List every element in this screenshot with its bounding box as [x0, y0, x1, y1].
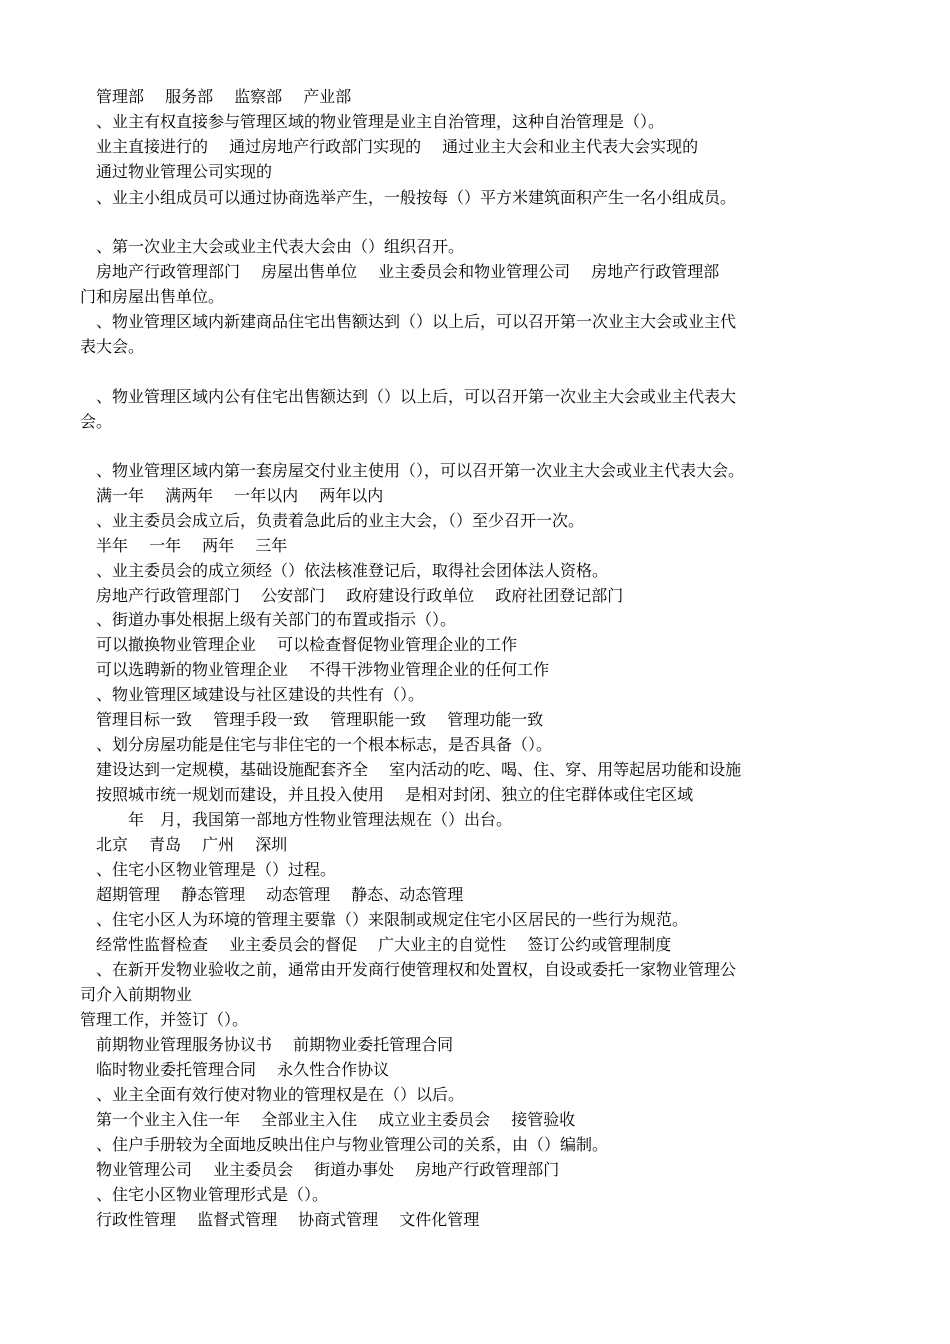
text-line: 房地产行政管理部门 房屋出售单位 业主委员会和物业管理公司 房地产行政管理部 [80, 262, 720, 281]
text-line: 半年 一年 两年 三年 [80, 536, 288, 555]
text-line: 、住户手册较为全面地反映出住户与物业管理公司的关系，由（）编制。 [80, 1135, 609, 1154]
text-line: 按照城市统一规划而建设，并且投入使用 是相对封闭、独立的住宅群体或住宅区域 [80, 785, 694, 804]
text-line: 超期管理 静态管理 动态管理 静态、动态管理 [80, 885, 464, 904]
text-line: 建设达到一定规模，基础设施配套齐全 室内活动的吃、喝、住、穿、用等起居功能和设施 [80, 760, 742, 779]
text-line: 满一年 满两年 一年以内 两年以内 [80, 486, 384, 505]
text-line: 管理部 服务部 监察部 产业部 [80, 87, 352, 106]
text-line: 、住宅小区人为环境的管理主要靠（）来限制或规定住宅小区居民的一些行为规范。 [80, 910, 689, 929]
text-line: 、住宅小区物业管理形式是（）。 [80, 1185, 329, 1204]
text-line: 前期物业管理服务协议书 前期物业委托管理合同 [80, 1035, 454, 1054]
text-line: 、物业管理区域建设与社区建设的共性有（）。 [80, 685, 425, 704]
text-line: 门和房屋出售单位。 [80, 287, 225, 306]
text-line: 、业主委员会成立后，负责着急此后的业主大会，（）至少召开一次。 [80, 511, 585, 530]
text-line: 、划分房屋功能是住宅与非住宅的一个根本标志，是否具备（）。 [80, 735, 553, 754]
text-line: 北京 青岛 广州 深圳 [80, 835, 288, 854]
text-line: 司介入前期物业 [80, 985, 193, 1004]
text-line: 、住宅小区物业管理是（）过程。 [80, 860, 337, 879]
text-line: 可以撤换物业管理企业 可以检查督促物业管理企业的工作 [80, 635, 518, 654]
text-line: 、业主小组成员可以通过协商选举产生，一般按每（）平方米建筑面积产生一名小组成员。 [80, 188, 737, 207]
text-line: 年 月，我国第一部地方性物业管理法规在（）出台。 [80, 810, 513, 829]
text-line: 管理目标一致 管理手段一致 管理职能一致 管理功能一致 [80, 710, 544, 729]
text-line: 、业主委员会的成立须经（）依法核准登记后，取得社会团体法人资格。 [80, 561, 609, 580]
text-line: 会。 [80, 412, 113, 431]
text-line: 、物业管理区域内公有住宅出售额达到（）以上后，可以召开第一次业主大会或业主代表大 [80, 387, 737, 406]
text-line: 、物业管理区域内第一套房屋交付业主使用（），可以召开第一次业主大会或业主代表大会。 [80, 461, 745, 480]
text-line: 、第一次业主大会或业主代表大会由（）组织召开。 [80, 237, 465, 256]
text-line: 、业主有权直接参与管理区域的物业管理是业主自治管理，这种自治管理是（）。 [80, 112, 665, 131]
text-line: 、街道办事处根据上级有关部门的布置或指示（）。 [80, 610, 457, 629]
text-line: 行政性管理 监督式管理 协商式管理 文件化管理 [80, 1210, 480, 1229]
text-line: 业主直接进行的 通过房地产行政部门实现的 通过业主大会和业主代表大会实现的 [80, 137, 699, 156]
text-line: 管理工作，并签订（）。 [80, 1010, 249, 1029]
text-line: 经常性监督检查 业主委员会的督促 广大业主的自觉性 签订公约或管理制度 [80, 935, 672, 954]
text-line: 、物业管理区域内新建商品住宅出售额达到（）以上后，可以召开第一次业主大会或业主代 [80, 312, 737, 331]
text-line: 、业主全面有效行使对物业的管理权是在（）以后。 [80, 1085, 465, 1104]
text-line: 物业管理公司 业主委员会 街道办事处 房地产行政管理部门 [80, 1160, 560, 1179]
text-line: 通过物业管理公司实现的 [80, 162, 273, 181]
text-line: 房地产行政管理部门 公安部门 政府建设行政单位 政府社团登记部门 [80, 586, 624, 605]
text-line: 临时物业委托管理合同 永久性合作协议 [80, 1060, 390, 1079]
text-line: 、在新开发物业验收之前，通常由开发商行使管理权和处置权，自设或委托一家物业管理公 [80, 960, 737, 979]
text-line: 可以选聘新的物业管理企业 不得干涉物业管理企业的任何工作 [80, 660, 550, 679]
text-line: 第一个业主入住一年 全部业主入住 成立业主委员会 接管验收 [80, 1110, 576, 1129]
text-line: 表大会。 [80, 337, 145, 356]
